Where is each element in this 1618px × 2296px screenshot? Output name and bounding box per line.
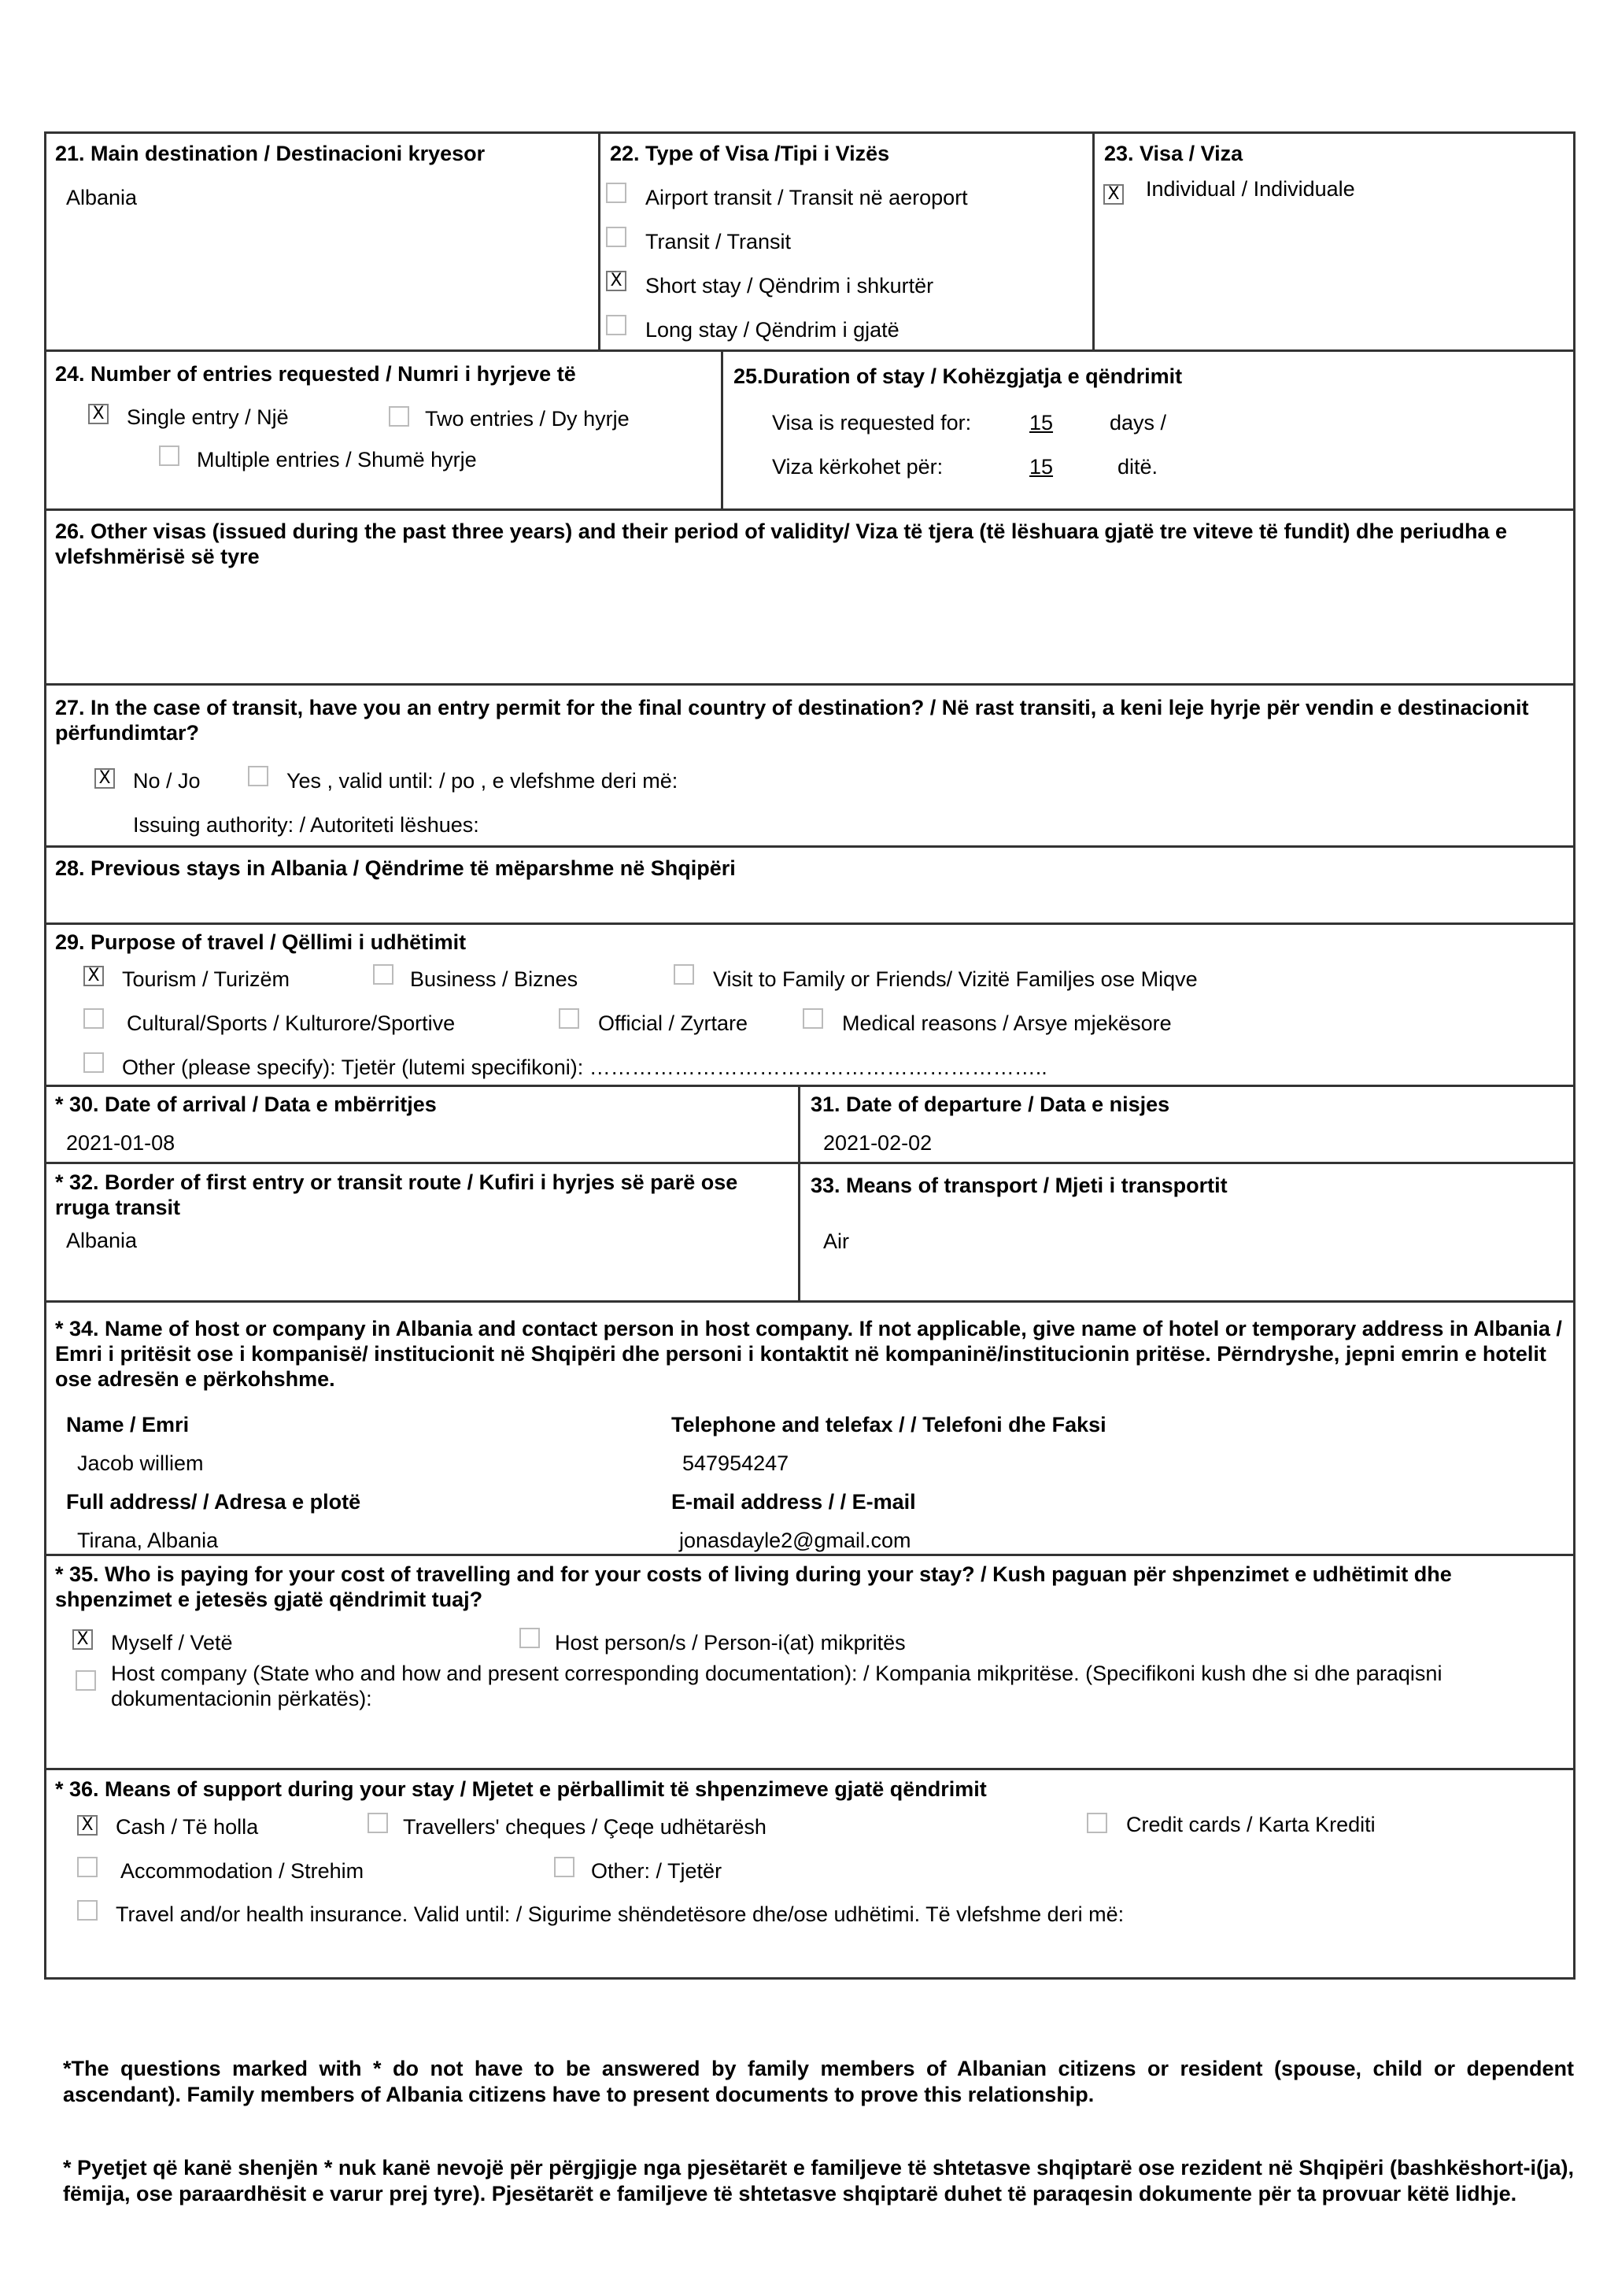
checkbox-two-entries[interactable] <box>389 406 409 427</box>
issuing-authority: Issuing authority: / Autoriteti lëshues: <box>133 813 479 837</box>
checkbox-long-stay[interactable] <box>606 315 626 335</box>
checkbox-transit[interactable] <box>606 227 626 247</box>
host-name-value: Jacob williem <box>77 1451 204 1475</box>
option-insurance: Travel and/or health insurance. Valid until: / Sigurime shëndetësore dhe/ose udhëtimi. Të vlefshme deri më: <box>116 1902 1125 1926</box>
option-long-stay: Long stay / Qëndrim i gjatë <box>645 318 900 342</box>
host-email-label: E-mail address / / E-mail <box>671 1490 916 1514</box>
divider <box>44 1162 1576 1164</box>
divider <box>798 1085 800 1302</box>
s33-value: Air <box>823 1229 849 1253</box>
checkbox-other-support[interactable] <box>554 1857 574 1877</box>
divider <box>44 845 1576 848</box>
divider <box>598 131 600 351</box>
host-address-value: Tirana, Albania <box>77 1529 219 1552</box>
checkbox-official[interactable] <box>559 1008 579 1029</box>
host-name-label: Name / Emri <box>66 1413 190 1436</box>
divider <box>44 683 1576 686</box>
s34-label: * 34. Name of host or company in Albania and contact person in host company. If not applicable, give name of hotel or temporary address in Albania / Emri i pritësit ose i kompanisë/ institucionit në Shqipëri dhe personi i kontaktit në kompaninë/institucionin pritëse. Përndryshe, jepni emrin e hotelit ose adresën e përkohshme. <box>55 1317 1562 1391</box>
checkbox-credit-cards[interactable] <box>1087 1813 1107 1833</box>
s30-value: 2021-01-08 <box>66 1131 175 1155</box>
checkbox-yes[interactable] <box>248 766 268 786</box>
option-myself: Myself / Vetë <box>111 1631 233 1655</box>
option-transit: Transit / Transit <box>645 230 792 253</box>
s30-label: * 30. Date of arrival / Data e mbërritjes <box>55 1093 437 1116</box>
divider <box>44 1554 1576 1556</box>
checkbox-myself[interactable]: X <box>72 1629 93 1650</box>
divider <box>44 1085 1576 1087</box>
s26-label: 26. Other visas (issued during the past three years) and their period of validity/ Viza të tjera (të lëshuara gjatë tre viteve të fundit) dhe periudha e vlefshmërisë së tyre <box>55 519 1508 568</box>
divider <box>44 1300 1576 1303</box>
checkbox-short-stay[interactable]: X <box>606 271 626 291</box>
option-cultural: Cultural/Sports / Kulturore/Sportive <box>127 1011 456 1035</box>
option-travellers-cheques: Travellers' cheques / Çeqe udhëtarësh <box>403 1815 767 1839</box>
option-individual: Individual / Individuale <box>1146 177 1355 201</box>
checkbox-host-company[interactable] <box>76 1670 96 1691</box>
s25-line2-unit: ditë. <box>1117 455 1158 479</box>
checkbox-insurance[interactable] <box>77 1900 98 1921</box>
option-business: Business / Biznes <box>410 967 578 991</box>
s21-value: Albania <box>66 186 138 209</box>
divider <box>44 349 1576 352</box>
s31-value: 2021-02-02 <box>823 1131 933 1155</box>
footnote-albanian: * Pyetjet që kanë shenjën * nuk kanë nevojë për përgjigje nga pjesëtarët e familjeve të shtetasve shqiptarë ose rezident në Shqipëri (bashkëshort-i(ja), fëmija, ose paraardhësit e varur prej tyre). Pjesëtarët e familjeve të shtetasve shqiptarë duhet të paraqesin dokumente për ta provuar këtë lidhje. <box>63 2156 1574 2205</box>
checkbox-travellers-cheques[interactable] <box>368 1813 388 1833</box>
s33-label: 33. Means of transport / Mjeti i transportit <box>811 1174 1228 1197</box>
s29-label: 29. Purpose of travel / Qëllimi i udhëtimit <box>55 930 467 954</box>
option-single-entry: Single entry / Një <box>127 405 289 429</box>
option-host-company: Host company (State who and how and present corresponding documentation): / Kompania mikpritëse. (Specifikoni kush dhe si dhe paraqisni dokumentacionin përkatës): <box>111 1662 1443 1710</box>
s28-label: 28. Previous stays in Albania / Qëndrime të mëparshme në Shqipëri <box>55 856 736 880</box>
checkbox-airport-transit[interactable] <box>606 183 626 203</box>
option-no: No / Jo <box>133 769 201 793</box>
footnote-english: *The questions marked with * do not have to be answered by family members of Albanian citizens or resident (spouse, child or dependent ascendant). Family members of Albania citizens have to present documents to prove this relationship. <box>63 2057 1574 2106</box>
divider <box>44 508 1576 511</box>
s32-value: Albania <box>66 1229 138 1252</box>
checkbox-single-entry[interactable]: X <box>88 404 109 424</box>
checkbox-host-person[interactable] <box>519 1628 540 1648</box>
s27-label: 27. In the case of transit, have you an entry permit for the final country of destination? / Në rast transiti, a keni leje hyrje për vendin e destinacionit përfundimtar? <box>55 696 1529 745</box>
host-phone-value: 547954247 <box>682 1451 789 1475</box>
s21-label: 21. Main destination / Destinacioni kryesor <box>55 142 486 165</box>
s25-label: 25.Duration of stay / Kohëzgjatja e qëndrimit <box>733 364 1183 388</box>
checkbox-visit-family[interactable] <box>674 964 694 985</box>
option-tourism: Tourism / Turizëm <box>122 967 290 991</box>
option-credit-cards: Credit cards / Karta Krediti <box>1126 1813 1376 1836</box>
s23-label: 23. Visa / Viza <box>1104 142 1243 165</box>
s25-line1-label: Visa is requested for: <box>772 411 972 434</box>
s25-line1-unit: days / <box>1110 411 1167 434</box>
option-other-purpose: Other (please specify): Tjetër (lutemi specifikoni): ……………………………………………………….. <box>122 1056 1047 1079</box>
host-phone-label: Telephone and telefax / / Telefoni dhe Faksi <box>671 1413 1106 1436</box>
s24-label: 24. Number of entries requested / Numri i hyrjeve të <box>55 362 576 386</box>
s25-line1-value: 15 <box>1029 411 1054 434</box>
checkbox-no[interactable]: X <box>94 768 115 789</box>
option-other-support: Other: / Tjetër <box>591 1859 722 1883</box>
divider <box>44 1768 1576 1770</box>
option-multiple-entries: Multiple entries / Shumë hyrje <box>197 448 477 471</box>
s35-label: * 35. Who is paying for your cost of travelling and for your costs of living during your stay? / Kush paguan për shpenzimet e udhëtimit dhe shpenzimet e jetesës gjatë qëndrimit tuaj? <box>55 1562 1452 1611</box>
option-cash: Cash / Të holla <box>116 1815 259 1839</box>
divider <box>1092 131 1095 351</box>
option-yes: Yes , valid until: / po , e vlefshme deri më: <box>286 769 678 793</box>
option-airport-transit: Airport transit / Transit në aeroport <box>645 186 968 209</box>
s25-line2-label: Viza kërkohet për: <box>772 455 944 479</box>
s32-label: * 32. Border of first entry or transit route / Kufiri i hyrjes së parë ose rruga transit <box>55 1170 738 1219</box>
checkbox-individual[interactable]: X <box>1103 184 1124 205</box>
checkbox-cultural[interactable] <box>83 1008 104 1029</box>
s22-label: 22. Type of Visa /Tipi i Vizës <box>610 142 890 165</box>
option-host-person: Host person/s / Person-i(at) mikpritës <box>555 1631 906 1655</box>
checkbox-multiple-entries[interactable] <box>159 446 179 466</box>
s36-label: * 36. Means of support during your stay / Mjetet e përballimit të shpenzimeve gjatë qëndrimit <box>55 1777 987 1801</box>
option-medical: Medical reasons / Arsye mjekësore <box>842 1011 1172 1035</box>
checkbox-business[interactable] <box>373 964 393 985</box>
checkbox-medical[interactable] <box>803 1008 823 1029</box>
option-official: Official / Zyrtare <box>598 1011 748 1035</box>
s25-line2-value: 15 <box>1029 455 1054 479</box>
divider <box>721 349 723 510</box>
host-address-label: Full address/ / Adresa e plotë <box>66 1490 361 1514</box>
divider <box>44 922 1576 925</box>
checkbox-cash[interactable]: X <box>77 1815 98 1836</box>
s31-label: 31. Date of departure / Data e nisjes <box>811 1093 1170 1116</box>
option-visit-family: Visit to Family or Friends/ Vizitë Familjes ose Miqve <box>713 967 1198 991</box>
host-email-value: jonasdayle2@gmail.com <box>679 1529 911 1552</box>
option-two-entries: Two entries / Dy hyrje <box>425 407 630 431</box>
checkbox-tourism[interactable]: X <box>83 966 104 986</box>
checkbox-other-purpose[interactable] <box>83 1052 104 1073</box>
checkbox-accommodation[interactable] <box>77 1857 98 1877</box>
option-short-stay: Short stay / Qëndrim i shkurtër <box>645 274 934 298</box>
option-accommodation: Accommodation / Strehim <box>120 1859 364 1883</box>
